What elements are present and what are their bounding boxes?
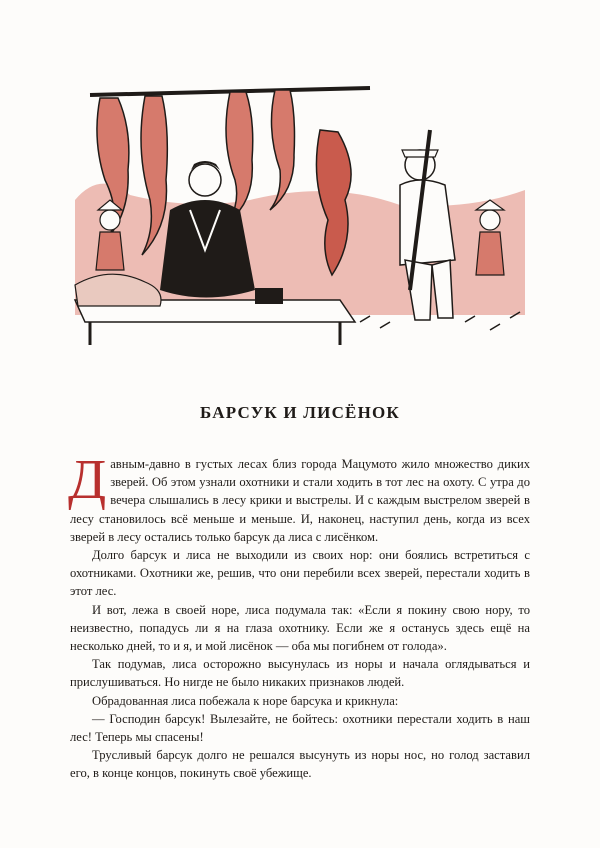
drop-cap: Д xyxy=(68,449,107,511)
market-illustration xyxy=(70,60,530,360)
paragraph: И вот, лежа в своей норе, лиса подумала так: «Если я покину свою нору, то неизвестно, попадусь ли я на глаза охотнику. Если же я останусь здесь ещё на несколько дней, то и я, и мой лисёнок — оба мы погибнем от голода». xyxy=(70,602,530,654)
story-body xyxy=(68,449,530,783)
paragraph: Долго барсук и лиса не выходили из своих нор: они боялись встретиться с охотниками. Охотники же, решив, что они перебили всех зверей, перестали ходить в этот лес. xyxy=(70,548,530,599)
paragraph: Давным-давно в густых лесах близ города Мацумото жило множество диких зверей. Об этом узнали охотники и стали ходить в тот лес на охоту. С утра до вечера слышались в лесу крики и выстрелы. И с каждым выстрелом зверей в лесу становилось всё меньше и меньше. И, наконец, наступил день, когда из всех зверей в лесу остались только барсук да лиса с лисёнком. xyxy=(68,449,530,544)
paragraph: Трусливый барсук долго не решался высунуть из норы нос, но голод заставил его, в конце концов, покинуть своё убежище. xyxy=(70,748,530,781)
paragraph: Так подумав, лиса осторожно высунулась из норы и начала оглядываться и прислушиваться. Но нигде не было никаких признаков людей. xyxy=(70,657,530,690)
paragraph: Обрадованная лиса побежала к норе барсука и крикнула: xyxy=(92,693,399,708)
paragraph: — Господин барсук! Вылезайте, не бойтесь: охотники перестали ходить в наш лес! Теперь мы спасены! xyxy=(70,711,530,745)
story-title: БАРСУК И ЛИСЁНОК xyxy=(200,403,400,422)
